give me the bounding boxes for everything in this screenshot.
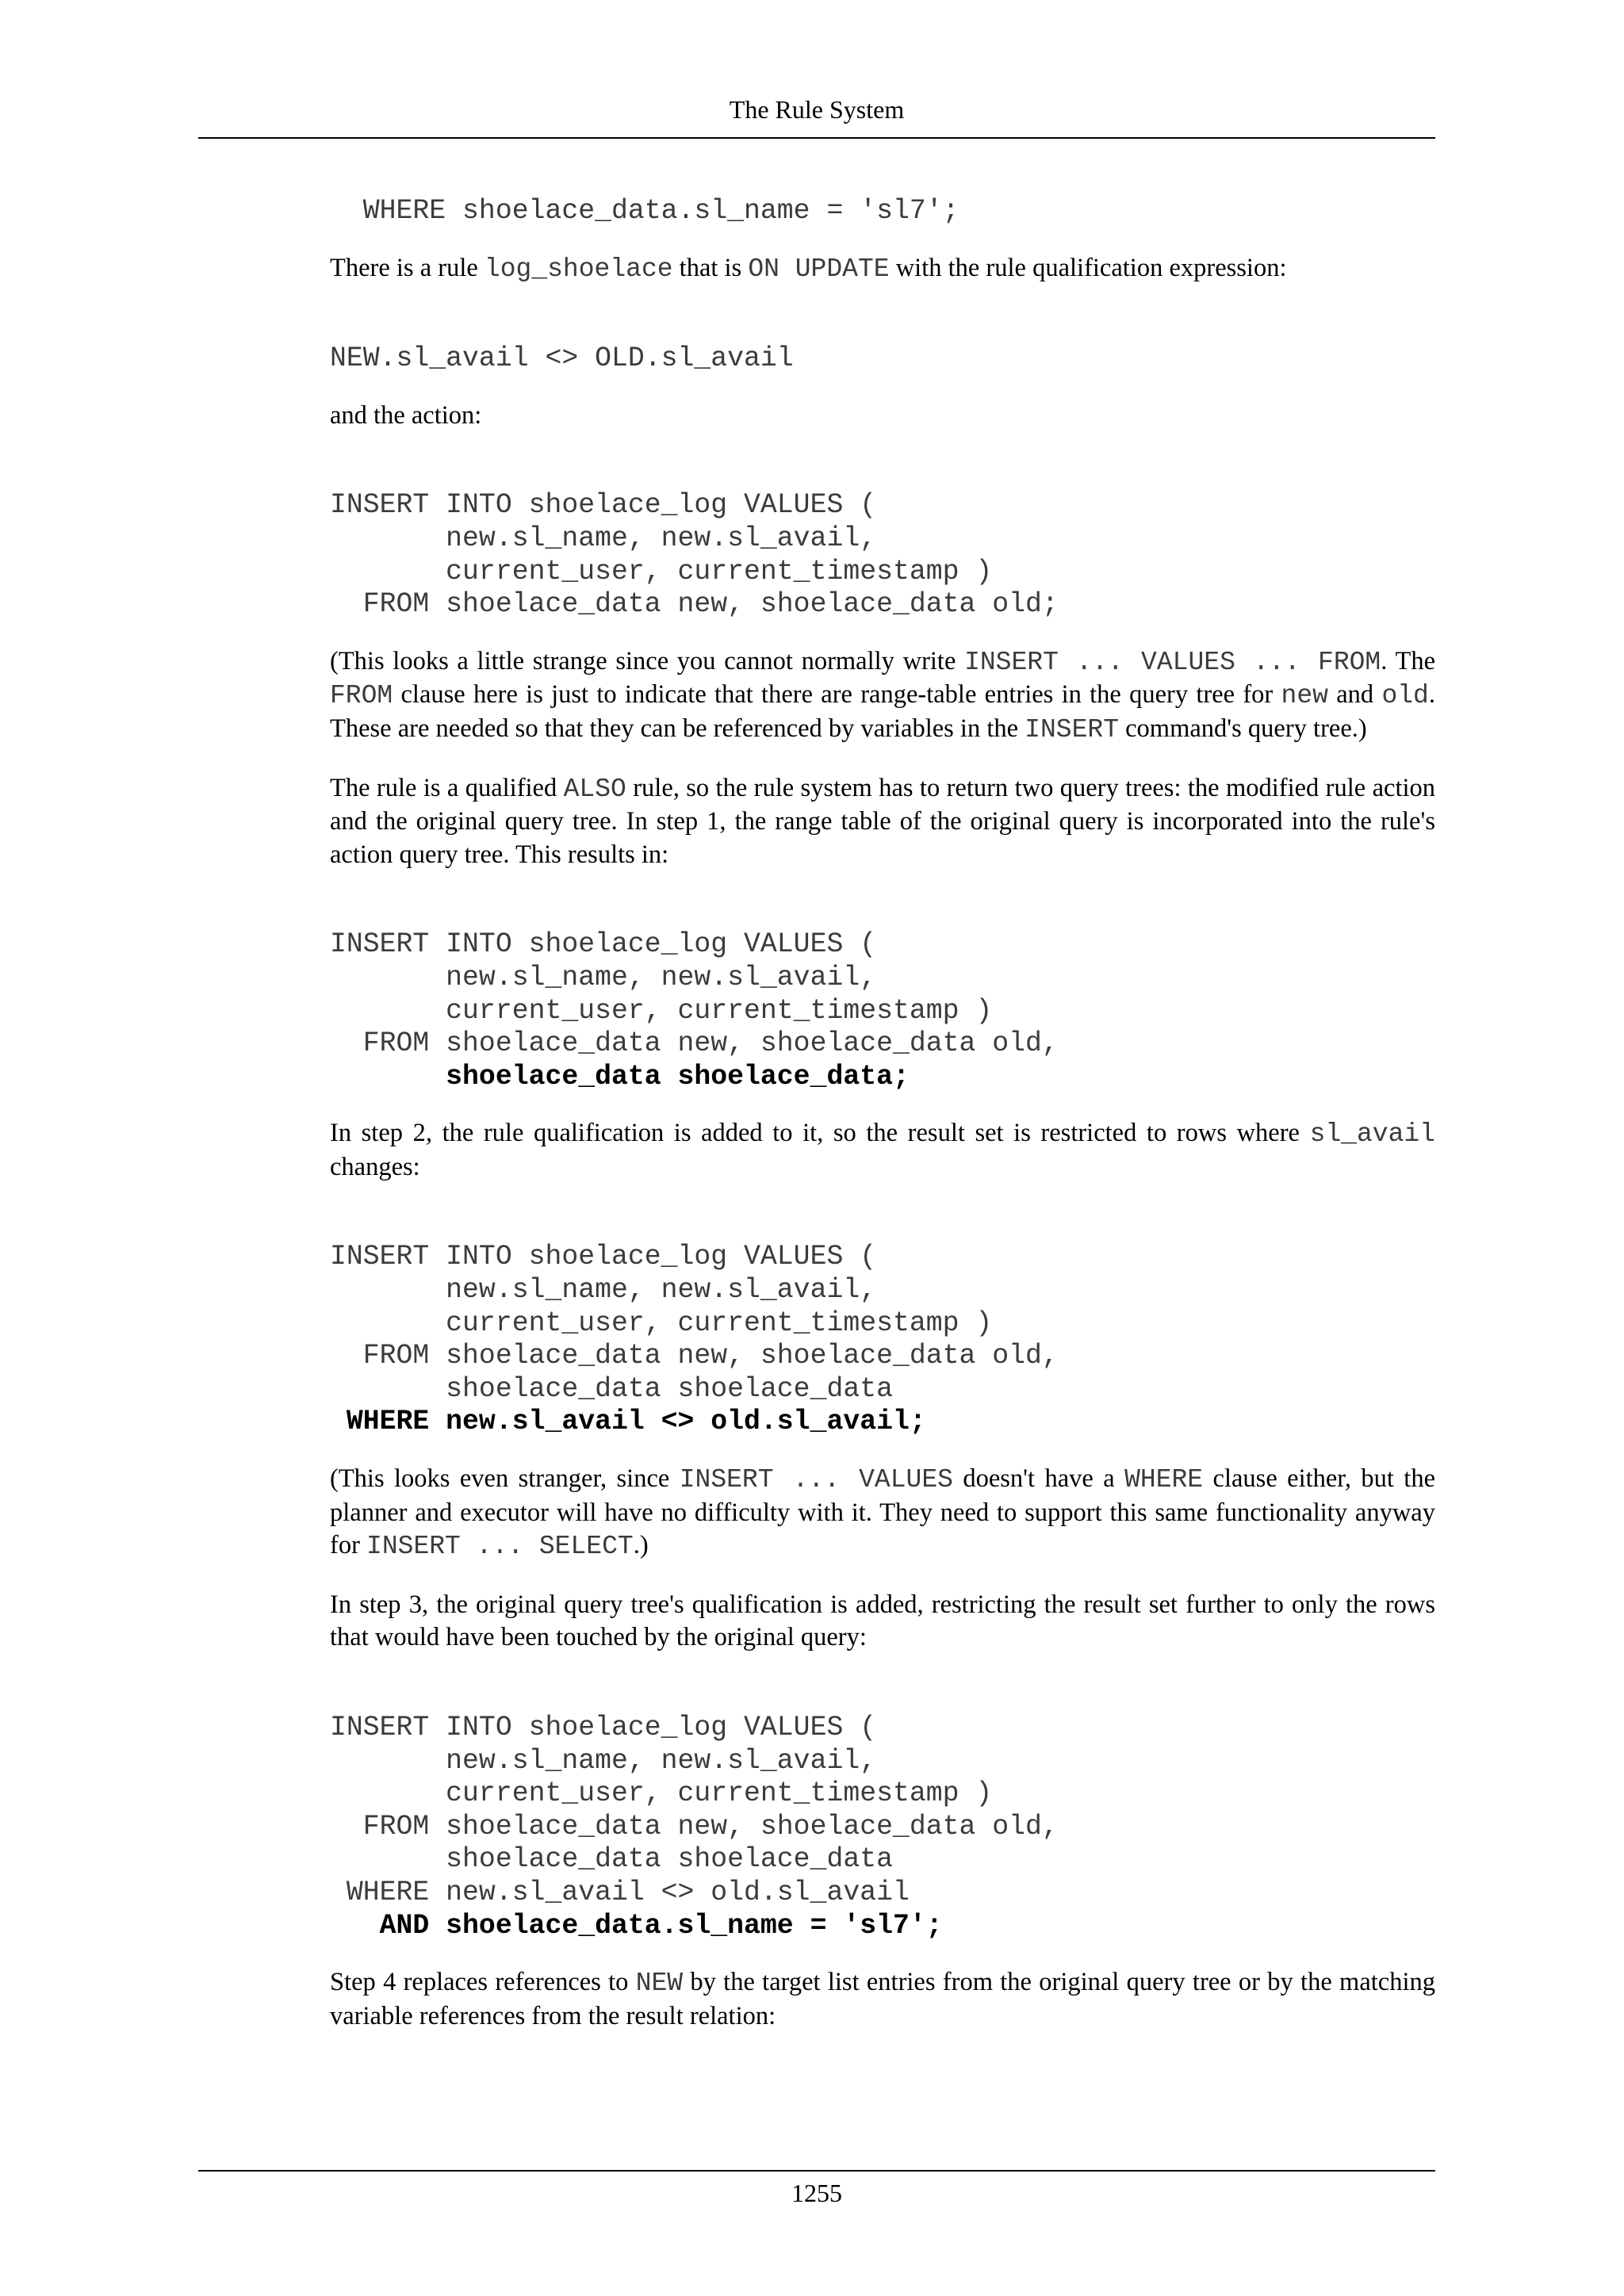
paragraph: In step 3, the original query tree's qualification is added, restricting the result set further to only the rows that would have been touched by the original query: xyxy=(330,1590,1435,1652)
inline-code: ALSO xyxy=(563,774,626,804)
code-block-highlight: AND shoelace_data.sl_name = 'sl7'; xyxy=(330,1910,943,1942)
paragraph: Step 4 replaces references to NEW by the target list entries from the original query tree or by the matching variable references from the result relation: xyxy=(330,1968,1435,2030)
code-block: INSERT INTO shoelace_log VALUES ( new.sl_name, new.sl_avail, current_user, current_timestamp ) FROM shoelace_data new, shoelace_data old; xyxy=(330,490,1059,621)
inline-code: log_shoelace xyxy=(484,254,673,284)
page-body xyxy=(330,195,1435,2033)
inline-code: FROM xyxy=(330,681,393,711)
code-block: INSERT INTO shoelace_log VALUES ( new.sl_name, new.sl_avail, current_user, current_timestamp ) FROM shoelace_data new, shoelace_data old, shoelace_data shoelace_data WHERE new.sl_avail <> old.sl_avail xyxy=(330,1712,1059,1908)
paragraph: In step 2, the rule qualification is added to it, so the result set is restricted to rows where sl_avail changes: xyxy=(330,1119,1435,1181)
inline-code: INSERT ... VALUES ... FROM xyxy=(964,647,1381,677)
code-block: NEW.sl_avail <> OLD.sl_avail xyxy=(330,343,794,375)
header-rule xyxy=(198,137,1435,139)
inline-code: WHERE xyxy=(1124,1465,1204,1495)
inline-code: sl_avail xyxy=(1309,1119,1435,1150)
paragraph: (This looks even stranger, since INSERT ... VALUES doesn't have a WHERE clause either, but the planner and executor will have no difficulty with it. They need to support this same functionality anyway for INSERT ... SELECT.) xyxy=(330,1464,1436,1562)
code-block-highlight: shoelace_data shoelace_data; xyxy=(330,1061,910,1093)
running-header: The Rule System xyxy=(729,95,905,124)
inline-code: old xyxy=(1381,681,1429,711)
code-block-highlight: WHERE new.sl_avail <> old.sl_avail; xyxy=(330,1406,926,1438)
code-block: INSERT INTO shoelace_log VALUES ( new.sl_name, new.sl_avail, current_user, current_timestamp ) FROM shoelace_data new, shoelace_data old, xyxy=(330,929,1059,1060)
paragraph: (This looks a little strange since you cannot normally write INSERT ... VALUES ... FROM. The FROM clause here is just to indicate that there are range-table entries in the query tree for new and old. These are needed so that they can be referenced by variables in the INSERT command's query tree.) xyxy=(330,646,1435,744)
code-block: INSERT INTO shoelace_log VALUES ( new.sl_name, new.sl_avail, current_user, current_timestamp ) FROM shoelace_data new, shoelace_data old, shoelace_data shoelace_data xyxy=(330,1242,1059,1405)
inline-code: INSERT ... SELECT xyxy=(366,1532,634,1562)
paragraph: There is a rule log_shoelace that is ON UPDATE with the rule qualification expression: xyxy=(330,253,1287,284)
inline-code: NEW xyxy=(635,1969,684,1999)
paragraph: The rule is a qualified ALSO rule, so the rule system has to return two query trees: the modified rule action and the original query tree. In step 1, the range table of the original query is incorporated into the rule's action query tree. This results in: xyxy=(330,773,1435,869)
footer-rule xyxy=(198,2170,1435,2172)
inline-code: new xyxy=(1281,681,1328,711)
page-number: 1255 xyxy=(791,2179,842,2207)
paragraph: and the action: xyxy=(330,400,482,430)
inline-code: INSERT ... VALUES xyxy=(679,1465,953,1495)
code-block: WHERE shoelace_data.sl_name = 'sl7'; xyxy=(330,196,959,227)
inline-code: ON UPDATE xyxy=(748,254,890,284)
inline-code: INSERT xyxy=(1025,714,1119,744)
